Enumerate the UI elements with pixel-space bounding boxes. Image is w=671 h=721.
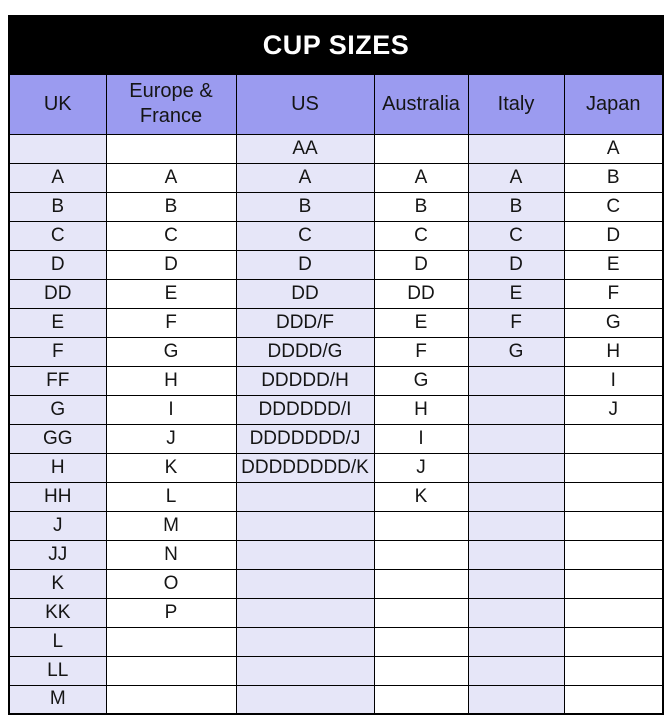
table-cell: F: [374, 337, 468, 366]
table-body: [9, 134, 663, 714]
table-cell: [468, 511, 564, 540]
table-cell: JJ: [9, 540, 106, 569]
table-cell: [468, 685, 564, 714]
table-cell: D: [236, 250, 374, 279]
table-cell: [564, 569, 663, 598]
table-cell: G: [468, 337, 564, 366]
table-cell: J: [9, 511, 106, 540]
table-cell: [374, 685, 468, 714]
table-cell: [236, 511, 374, 540]
table-title: CUP SIZES: [9, 16, 663, 74]
table-cell: GG: [9, 424, 106, 453]
table-cell: [236, 685, 374, 714]
table-cell: [564, 685, 663, 714]
table-cell: D: [564, 221, 663, 250]
table-cell: C: [374, 221, 468, 250]
table-cell: M: [9, 685, 106, 714]
table-row: [9, 395, 663, 424]
table-cell: FF: [9, 366, 106, 395]
table-cell: A: [374, 163, 468, 192]
table-cell: [564, 511, 663, 540]
table-row: [9, 482, 663, 511]
table-cell: I: [374, 424, 468, 453]
table-cell: HH: [9, 482, 106, 511]
table-cell: [374, 598, 468, 627]
table-cell: [374, 656, 468, 685]
table-cell: G: [564, 308, 663, 337]
table-row: [9, 569, 663, 598]
table-row: [9, 337, 663, 366]
table-row: [9, 424, 663, 453]
table-cell: E: [9, 308, 106, 337]
table-cell: H: [374, 395, 468, 424]
table-cell: [564, 656, 663, 685]
table-cell: F: [9, 337, 106, 366]
table-cell: [564, 453, 663, 482]
table-cell: [564, 424, 663, 453]
table-cell: J: [564, 395, 663, 424]
column-header-europe-france: Europe & France: [106, 74, 236, 134]
table-cell: L: [106, 482, 236, 511]
table-cell: DD: [236, 279, 374, 308]
table-row: [9, 279, 663, 308]
table-cell: M: [106, 511, 236, 540]
table-cell: D: [374, 250, 468, 279]
table-cell: K: [106, 453, 236, 482]
table-cell: C: [9, 221, 106, 250]
column-header-japan: Japan: [564, 74, 663, 134]
table-cell: C: [106, 221, 236, 250]
table-row: [9, 511, 663, 540]
table-cell: [236, 540, 374, 569]
table-cell: [468, 366, 564, 395]
table-cell: [9, 134, 106, 163]
table-cell: F: [106, 308, 236, 337]
title-row: [9, 16, 663, 74]
table-cell: D: [9, 250, 106, 279]
table-cell: P: [106, 598, 236, 627]
table-cell: B: [374, 192, 468, 221]
table-cell: G: [106, 337, 236, 366]
table-cell: K: [9, 569, 106, 598]
table-cell: [236, 598, 374, 627]
table-cell: L: [9, 627, 106, 656]
table-cell: [564, 540, 663, 569]
table-cell: E: [374, 308, 468, 337]
table-cell: [564, 627, 663, 656]
cup-sizes-table: [8, 15, 664, 715]
table-cell: [468, 656, 564, 685]
column-header-us: US: [236, 74, 374, 134]
table-cell: C: [468, 221, 564, 250]
table-cell: F: [468, 308, 564, 337]
table-cell: [564, 482, 663, 511]
table-cell: [106, 685, 236, 714]
table-cell: DDDD/G: [236, 337, 374, 366]
table-cell: DDDDDDD/J: [236, 424, 374, 453]
table-cell: [468, 598, 564, 627]
table-cell: DD: [374, 279, 468, 308]
table-row: [9, 308, 663, 337]
table-cell: [468, 569, 564, 598]
table-cell: LL: [9, 656, 106, 685]
table-row: [9, 598, 663, 627]
table-cell: B: [9, 192, 106, 221]
table-cell: [106, 627, 236, 656]
table-cell: C: [564, 192, 663, 221]
table-cell: [468, 627, 564, 656]
table-cell: [236, 627, 374, 656]
table-cell: A: [468, 163, 564, 192]
table-cell: G: [374, 366, 468, 395]
table-cell: [106, 134, 236, 163]
table-cell: [468, 540, 564, 569]
table-cell: K: [374, 482, 468, 511]
table-cell: [564, 598, 663, 627]
table-cell: DD: [9, 279, 106, 308]
table-cell: H: [564, 337, 663, 366]
table-cell: D: [468, 250, 564, 279]
table-cell: [374, 569, 468, 598]
table-row: [9, 453, 663, 482]
table-cell: E: [468, 279, 564, 308]
table-cell: C: [236, 221, 374, 250]
table-cell: N: [106, 540, 236, 569]
table-cell: [374, 627, 468, 656]
table-cell: [374, 134, 468, 163]
table-row: [9, 192, 663, 221]
table-head: [9, 16, 663, 134]
table-cell: [236, 569, 374, 598]
column-header-italy: Italy: [468, 74, 564, 134]
table-row: [9, 221, 663, 250]
column-header-australia: Australia: [374, 74, 468, 134]
table-cell: D: [106, 250, 236, 279]
table-cell: [374, 540, 468, 569]
table-cell: F: [564, 279, 663, 308]
table-cell: DDDDDDDD/K: [236, 453, 374, 482]
table-cell: I: [564, 366, 663, 395]
table-row: [9, 540, 663, 569]
table-cell: [468, 453, 564, 482]
table-row: [9, 627, 663, 656]
table-cell: B: [236, 192, 374, 221]
column-header-uk: UK: [9, 74, 106, 134]
table-cell: A: [106, 163, 236, 192]
table-cell: [236, 656, 374, 685]
table-row: [9, 163, 663, 192]
table-cell: A: [236, 163, 374, 192]
table-cell: [468, 134, 564, 163]
table-cell: [374, 511, 468, 540]
table-cell: A: [9, 163, 106, 192]
table-row: [9, 134, 663, 163]
table-cell: [468, 424, 564, 453]
table-cell: H: [9, 453, 106, 482]
table-cell: DDDDD/H: [236, 366, 374, 395]
table-cell: O: [106, 569, 236, 598]
table-cell: B: [468, 192, 564, 221]
table-cell: E: [564, 250, 663, 279]
table-cell: B: [564, 163, 663, 192]
table-cell: [106, 656, 236, 685]
table-row: [9, 250, 663, 279]
table-cell: G: [9, 395, 106, 424]
table-cell: H: [106, 366, 236, 395]
header-row: [9, 74, 663, 134]
table-cell: DDDDDD/I: [236, 395, 374, 424]
table-cell: [468, 395, 564, 424]
table-cell: J: [106, 424, 236, 453]
table-cell: B: [106, 192, 236, 221]
table-cell: I: [106, 395, 236, 424]
table-cell: AA: [236, 134, 374, 163]
table-row: [9, 366, 663, 395]
table-cell: E: [106, 279, 236, 308]
table-row: [9, 685, 663, 714]
table-cell: [468, 482, 564, 511]
table-cell: KK: [9, 598, 106, 627]
table-cell: A: [564, 134, 663, 163]
table-cell: [236, 482, 374, 511]
table-cell: DDD/F: [236, 308, 374, 337]
table-cell: J: [374, 453, 468, 482]
table-row: [9, 656, 663, 685]
